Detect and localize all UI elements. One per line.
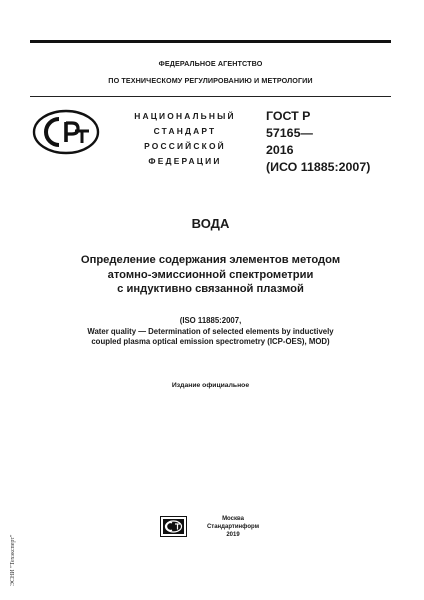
- standard-type: [120, 109, 250, 169]
- standartinform-logo-icon: [160, 516, 187, 537]
- publisher-city: Москва: [222, 516, 244, 522]
- subtitle-line: Определение содержания элементов методом: [80, 254, 341, 266]
- iso-reference: [30, 316, 391, 348]
- designation-line: 2016: [266, 143, 294, 157]
- side-stamp: ЭСНИ "Техэксперт": [10, 534, 16, 586]
- iso-reference-line: Water quality — Determination of selected elements by inductively: [87, 326, 334, 336]
- standard-type-line: СТАНДАРТ: [153, 126, 217, 136]
- publication-year: 2019: [226, 532, 240, 538]
- header-divider: [30, 96, 391, 97]
- document-subtitle: [40, 253, 381, 297]
- subtitle-line: с индуктивно связанной плазмой: [117, 283, 304, 295]
- subtitle-line: атомно-эмиссионной спектрометрии: [107, 268, 314, 281]
- iso-reference-line: coupled plasma optical emission spectrometry (ICP-OES), MOD): [91, 337, 330, 346]
- document-title: ВОДА: [191, 216, 230, 231]
- iso-reference-line: (ISO 11885:2007,: [179, 316, 242, 325]
- publisher-info: [193, 515, 273, 539]
- agency-line-1: ФЕДЕРАЛЬНОЕ АГЕНТСТВО: [158, 59, 263, 68]
- gost-r-emblem-icon: [32, 109, 100, 155]
- standard-type-line: ФЕДЕРАЦИИ: [148, 156, 222, 166]
- designation-line: 57165—: [266, 126, 313, 140]
- edition-label: Издание официальное: [171, 382, 250, 389]
- standard-type-line: НАЦИОНАЛЬНЫЙ: [134, 111, 236, 121]
- designation-line: (ИСО 11885:2007): [266, 160, 371, 174]
- standard-designation: [266, 108, 370, 176]
- standard-type-line: РОССИЙСКОЙ: [144, 141, 226, 151]
- top-rule: [30, 40, 391, 43]
- designation-line: ГОСТ Р: [266, 109, 311, 123]
- publisher-name: Стандартинформ: [206, 524, 260, 530]
- agency-line-2: ПО ТЕХНИЧЕСКОМУ РЕГУЛИРОВАНИЮ И МЕТРОЛОГИИ: [108, 76, 313, 85]
